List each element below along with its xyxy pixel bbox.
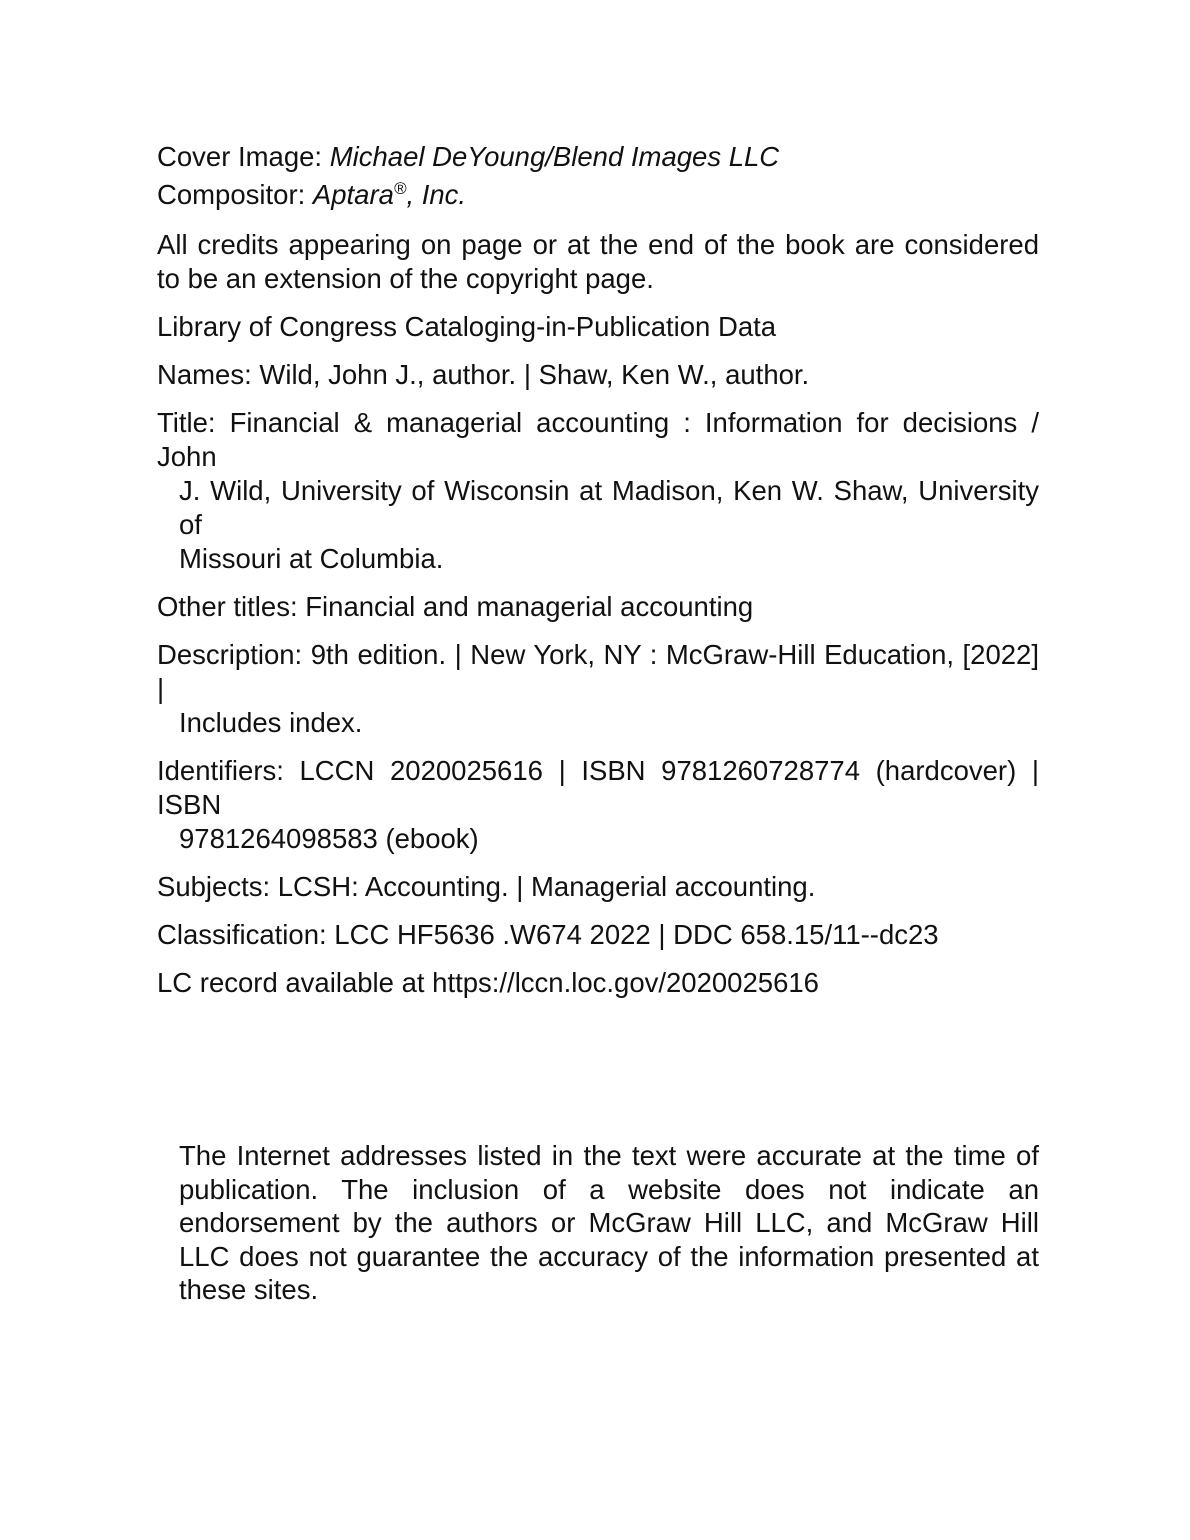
cover-image-credit xyxy=(157,138,1039,176)
credits-statement: All credits appearing on page or at the end of the book are considered to be an extension of the copyright page. xyxy=(157,229,1039,294)
cip-names: Names: Wild, John J., author. | Shaw, Ken W., author. xyxy=(157,359,810,390)
cip-title-line-3: Missouri at Columbia. xyxy=(179,543,444,574)
cip-description-entry xyxy=(157,638,1039,740)
compositor-value-suffix: , Inc. xyxy=(406,179,467,210)
cip-description-line-1: Description: 9th edition. | New York, NY : McGraw-Hill Education, [2022] | xyxy=(157,639,1039,704)
compositor-value: Aptara xyxy=(312,179,394,210)
cip-other-titles: Other titles: Financial and managerial accounting xyxy=(157,591,754,622)
cip-identifiers-entry xyxy=(157,754,1039,856)
cover-image-value: Michael DeYoung/Blend Images LLC xyxy=(329,141,780,172)
compositor-label: Compositor: xyxy=(157,179,313,210)
cip-identifiers-line-2: 9781264098583 (ebook) xyxy=(179,823,479,854)
cip-classification: Classification: LCC HF5636 .W674 2022 | DDC 658.15/11--dc23 xyxy=(157,919,939,950)
cip-subjects: Subjects: LCSH: Accounting. | Managerial accounting. xyxy=(157,871,816,902)
cip-identifiers-line-1: Identifiers: LCCN 2020025616 | ISBN 9781260728774 (hardcover) | ISBN xyxy=(157,755,1039,820)
registered-mark: ® xyxy=(393,178,407,198)
cip-lc-record: LC record available at https://lccn.loc.gov/2020025616 xyxy=(157,967,819,998)
cip-title-line-1: Title: Financial & managerial accounting : Information for decisions / John xyxy=(157,407,1039,472)
internet-disclaimer: The Internet addresses listed in the text were accurate at the time of publication. The inclusion of a website does not indicate an endorsement by the authors or McGraw Hill LLC, and McGraw Hill LLC does not guarantee the accuracy of the information presented at these sites. xyxy=(179,1140,1039,1305)
cip-title-line-2: J. Wild, University of Wisconsin at Madison, Ken W. Shaw, University of xyxy=(179,475,1039,540)
cip-description-line-2: Includes index. xyxy=(179,707,363,738)
cip-title-entry xyxy=(157,406,1039,576)
cip-heading: Library of Congress Cataloging-in-Publication Data xyxy=(157,311,777,342)
copyright-page-content xyxy=(157,138,1039,1000)
cover-image-label: Cover Image: xyxy=(157,141,330,172)
compositor-credit xyxy=(157,176,1039,214)
